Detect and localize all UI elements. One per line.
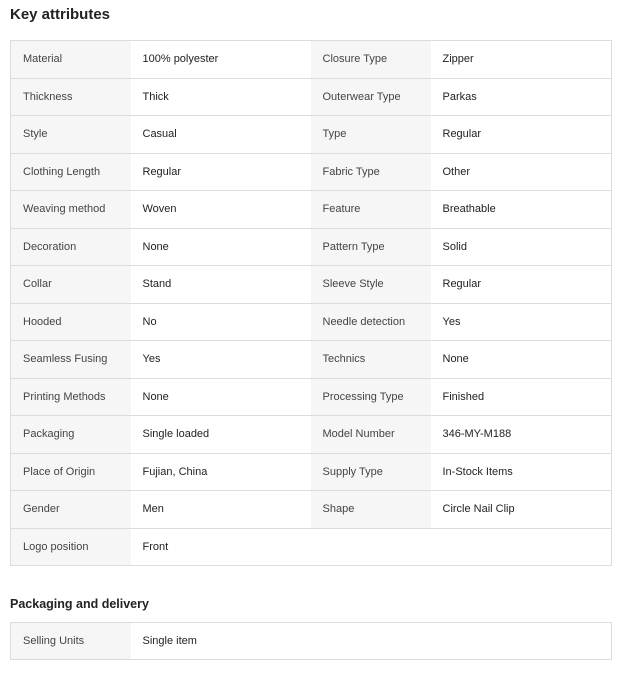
- attribute-name: Hooded: [11, 303, 131, 341]
- attribute-value: Parkas: [431, 78, 612, 116]
- attribute-value: 346-MY-M188: [431, 416, 612, 454]
- key-attributes-table: [10, 40, 612, 566]
- attribute-name: Clothing Length: [11, 153, 131, 191]
- attribute-value: Circle Nail Clip: [431, 491, 612, 529]
- attribute-name: Sleeve Style: [311, 266, 431, 304]
- attribute-name: Place of Origin: [11, 453, 131, 491]
- attribute-name: Selling Units: [11, 623, 131, 660]
- attribute-value: Single item: [131, 623, 311, 660]
- attribute-name: Shape: [311, 491, 431, 529]
- attribute-value: None: [131, 378, 311, 416]
- attribute-name: Processing Type: [311, 378, 431, 416]
- attribute-name: Thickness: [11, 78, 131, 116]
- attribute-value: Casual: [131, 116, 311, 154]
- attribute-value: Single loaded: [131, 416, 311, 454]
- attribute-value: Finished: [431, 378, 612, 416]
- attribute-value: None: [431, 341, 612, 379]
- table-row: [11, 41, 612, 79]
- attribute-name: Needle detection: [311, 303, 431, 341]
- empty-cell: [431, 623, 612, 660]
- attribute-name: Closure Type: [311, 41, 431, 79]
- attribute-value: Breathable: [431, 191, 612, 229]
- attribute-name: Fabric Type: [311, 153, 431, 191]
- attribute-value: Regular: [431, 266, 612, 304]
- attribute-value: No: [131, 303, 311, 341]
- attribute-value: Yes: [431, 303, 612, 341]
- attribute-name: Pattern Type: [311, 228, 431, 266]
- attribute-name: Decoration: [11, 228, 131, 266]
- attribute-name: Supply Type: [311, 453, 431, 491]
- attribute-value: Fujian, China: [131, 453, 311, 491]
- attribute-value: In-Stock Items: [431, 453, 612, 491]
- table-row: [11, 623, 612, 660]
- attribute-name: Outerwear Type: [311, 78, 431, 116]
- attribute-name: Printing Methods: [11, 378, 131, 416]
- empty-cell: [431, 528, 612, 566]
- attribute-name: Logo position: [11, 528, 131, 566]
- table-row: [11, 191, 612, 229]
- attribute-name: Packaging: [11, 416, 131, 454]
- empty-cell: [311, 623, 431, 660]
- attribute-name: Material: [11, 41, 131, 79]
- attribute-value: Thick: [131, 78, 311, 116]
- attribute-value: Woven: [131, 191, 311, 229]
- attribute-value: Solid: [431, 228, 612, 266]
- attribute-name: Weaving method: [11, 191, 131, 229]
- section-title-packaging: Packaging and delivery: [10, 597, 149, 611]
- table-row: [11, 378, 612, 416]
- attribute-value: Regular: [431, 116, 612, 154]
- table-row: [11, 341, 612, 379]
- section-title-key-attributes: Key attributes: [10, 6, 111, 23]
- table-row: [11, 266, 612, 304]
- packaging-table: [10, 622, 612, 660]
- attribute-name: Model Number: [311, 416, 431, 454]
- attribute-value: Front: [131, 528, 311, 566]
- table-row: [11, 491, 612, 529]
- table-row: [11, 228, 612, 266]
- attribute-value: Men: [131, 491, 311, 529]
- attribute-name: Seamless Fusing: [11, 341, 131, 379]
- attribute-value: Yes: [131, 341, 311, 379]
- table-row: [11, 303, 612, 341]
- attribute-name: Feature: [311, 191, 431, 229]
- attribute-value: 100% polyester: [131, 41, 311, 79]
- attribute-value: None: [131, 228, 311, 266]
- attribute-value: Other: [431, 153, 612, 191]
- attribute-value: Stand: [131, 266, 311, 304]
- attribute-name: Style: [11, 116, 131, 154]
- attribute-name: Technics: [311, 341, 431, 379]
- attribute-value: Zipper: [431, 41, 612, 79]
- table-row: [11, 116, 612, 154]
- table-row: [11, 453, 612, 491]
- table-row: [11, 528, 612, 566]
- attribute-name: Gender: [11, 491, 131, 529]
- table-row: [11, 153, 612, 191]
- attribute-name: Type: [311, 116, 431, 154]
- attribute-value: Regular: [131, 153, 311, 191]
- table-row: [11, 416, 612, 454]
- empty-cell: [311, 528, 431, 566]
- attribute-name: Collar: [11, 266, 131, 304]
- table-row: [11, 78, 612, 116]
